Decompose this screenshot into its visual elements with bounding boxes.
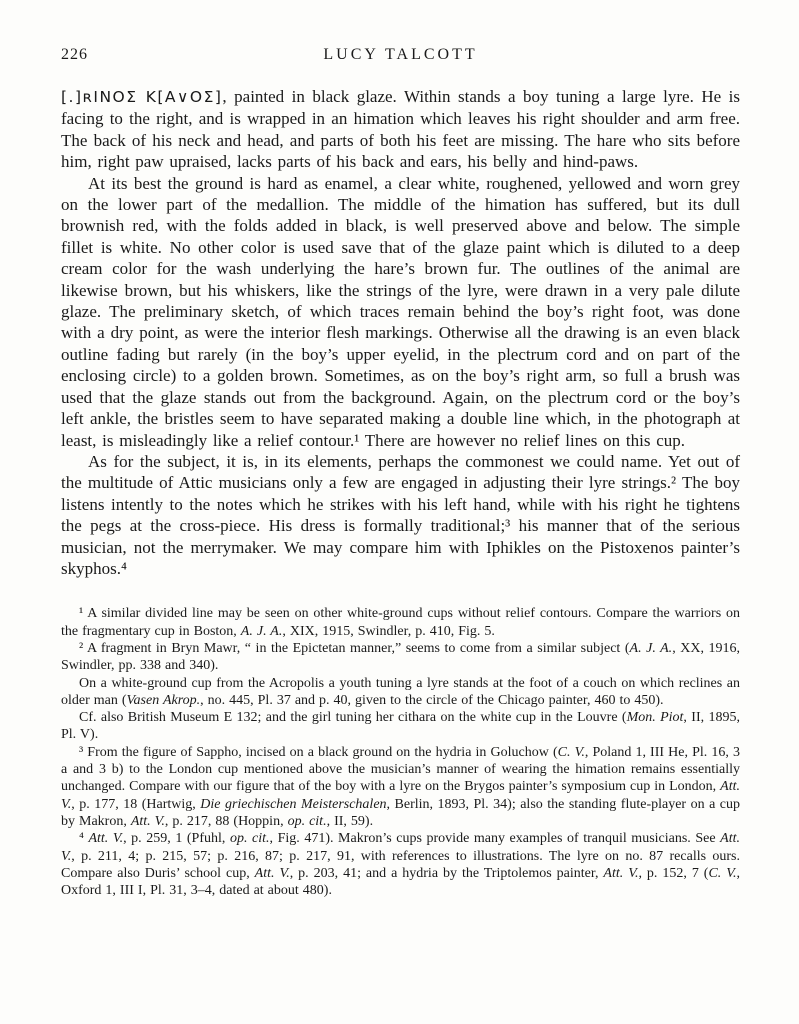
footnote-3: ³ From the figure of Sappho, incised on a black ground on the hydria in Goluchow (C. V., Poland 1, III He, Pl. 16, 3 a and 3 b) to the London cup mentioned above the musician’s manner of wearing the himation remains essentially unchanged. Compare with our figure that of the boy with a lyre on the Brygos painter’s symposium cup in London, Att. V., p. 177, 18 (Hartwig, Die griechischen Meisterschalen, Berlin, 1893, Pl. 34); also the standing flute-player on a cup by Makron, Att. V., p. 217, 88 (Hoppin, op. cit., II, 59). bbox=[61, 744, 740, 829]
footnote-2-continuation-1: On a white-ground cup from the Acropolis a youth tuning a lyre stands at the foot of a couch on which reclines an older man (Vasen Akrop., no. 445, Pl. 37 and p. 40, given to the circle of the Chicago painter, 460 to 450). bbox=[61, 675, 740, 708]
body-paragraph-2: At its best the ground is hard as enamel, a clear white, roughened, yellowed and worn grey on the lower part of the medallion. The middle of the himation has suffered, but its dull brownish red, with the folds added in black, is well preserved above and below. The simple fillet is white. No other color is used save that of the glaze paint which is diluted to a deep cream color for the wash underlying the hare’s brown fur. The outlines of the animal are likewise brown, but his whiskers, like the strings of the lyre, were drawn in a very pale dilute glaze. The preliminary sketch, of which traces remain behind the boy’s right foot, was done with a dry point, as were the interior flesh markings. Otherwise all the drawing is an even black outline fading but rarely (in the boy’s upper eyelid, in the plectrum cord and on part of the enclosing circle) to a golden brown. Sometimes, as on the boy’s right arm, so full a brush was used that the glaze stands out from the background. Again, on the plectrum cord or the boy’s left ankle, the bristles seem to have separated making a double line which, in the photograph at least, is misleadingly like a relief contour.¹ There are however no relief lines on this cup. bbox=[61, 173, 740, 450]
footnote-4: ⁴ Att. V., p. 259, 1 (Pfuhl, op. cit., Fig. 471). Makron’s cups provide many examples of tranquil musicians. See Att. V., p. 211, 4; p. 215, 57; p. 216, 87; p. 217, 91, with references to illustrations. The lyre on no. 87 recalls ours. Compare also Duris’ school cup, Att. V., p. 203, 41; and a hydria by the Triptolemos painter, Att. V., p. 152, 7 (C. V., Oxford 1, III I, Pl. 31, 3–4, dated at about 480). bbox=[61, 831, 741, 899]
text-column bbox=[61, 46, 740, 899]
footnote-2: ² A fragment in Bryn Mawr, “ in the Epictetan manner,” seems to come from a similar subject (A. J. A., XX, 1916, Swindler, pp. 338 and 340). bbox=[61, 640, 740, 674]
article-body bbox=[61, 86, 740, 579]
footnote-1: ¹ A similar divided line may be seen on other white-ground cups without relief contours. Compare the warriors on the fragmentary cup in Boston, A. J. A., XIX, 1915, Swindler, p. 410, Fig. 5. bbox=[61, 606, 740, 639]
footnotes-section bbox=[61, 605, 740, 899]
page-number: 226 bbox=[61, 46, 88, 63]
running-title: LUCY TALCOTT bbox=[323, 46, 478, 63]
body-paragraph-3: As for the subject, it is, in its elements, perhaps the commonest we could name. Yet out of the multitude of Attic musicians only a few are engaged in adjusting their lyre strings.² The boy listens intently to the notes which he strikes with his left hand, while with his right he tightens the pegs at the cross-piece. His dress is formally traditional;³ his manner that of the serious musician, not the merrymaker. We may compare him with Iphikles on the Pistoxenos painter’s skyphos.⁴ bbox=[61, 451, 740, 578]
body-paragraph-1: [.]ʀINOΣ K[A∨OΣ], painted in black glaze. Within stands a boy tuning a large lyre. He is facing to the right, and is wrapped in an himation which leaves his right shoulder and arm free. The back of his neck and head, and parts of both his feet are missing. The hare who sits before him, right paw upraised, lacks parts of his back and ears, his belly and hind-paws. bbox=[61, 87, 740, 172]
page-header bbox=[61, 46, 740, 66]
footnote-2-continuation-2: Cf. also British Museum E 132; and the girl tuning her cithara on the white cup in the Louvre (Mon. Piot, II, 1895, Pl. V). bbox=[61, 710, 740, 743]
